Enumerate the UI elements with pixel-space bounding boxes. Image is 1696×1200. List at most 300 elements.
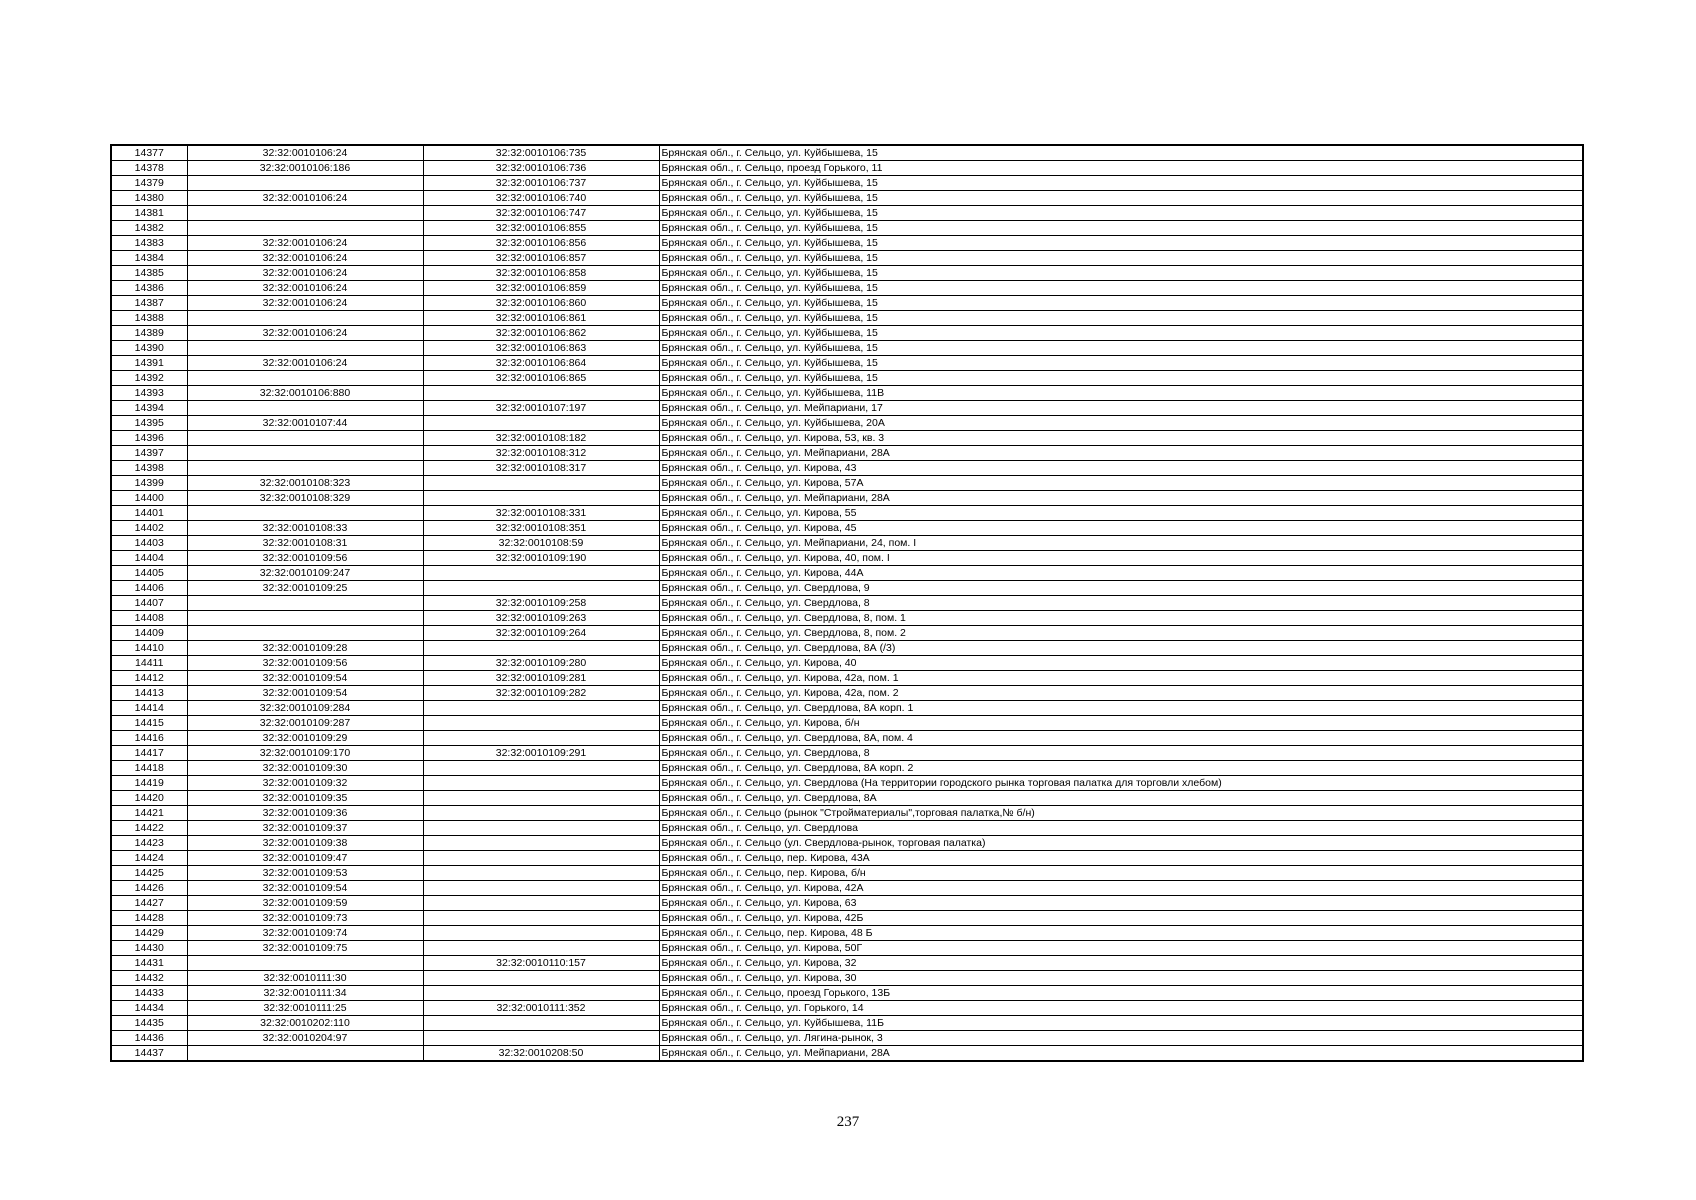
address-cell: Брянская обл., г. Сельцо, ул. Мейпариани, 24, пом. I (659, 536, 1583, 551)
cadastral-object-cell: 32:32:0010106:864 (423, 356, 659, 371)
table-row (111, 851, 1583, 866)
row-number-cell: 14416 (111, 731, 187, 746)
cadastral-object-cell: 32:32:0010106:863 (423, 341, 659, 356)
cadastral-object-cell: 32:32:0010106:747 (423, 206, 659, 221)
cadastral-land-cell: 32:32:0010111:25 (187, 1001, 423, 1016)
table-row (111, 716, 1583, 731)
cadastral-object-cell (423, 1016, 659, 1031)
row-number-cell: 14425 (111, 866, 187, 881)
row-number-cell: 14402 (111, 521, 187, 536)
address-cell: Брянская обл., г. Сельцо, проезд Горького, 13Б (659, 986, 1583, 1001)
row-number-cell: 14434 (111, 1001, 187, 1016)
row-number-cell: 14394 (111, 401, 187, 416)
cadastral-land-cell: 32:32:0010109:32 (187, 776, 423, 791)
cadastral-land-cell: 32:32:0010111:34 (187, 986, 423, 1001)
cadastral-land-cell: 32:32:0010109:53 (187, 866, 423, 881)
row-number-cell: 14404 (111, 551, 187, 566)
address-cell: Брянская обл., г. Сельцо, ул. Свердлова, 9 (659, 581, 1583, 596)
address-cell: Брянская обл., г. Сельцо, ул. Куйбышева, 15 (659, 341, 1583, 356)
row-number-cell: 14387 (111, 296, 187, 311)
table-row (111, 641, 1583, 656)
cadastral-land-cell: 32:32:0010106:24 (187, 296, 423, 311)
cadastral-land-cell: 32:32:0010106:24 (187, 326, 423, 341)
cadastral-object-cell (423, 641, 659, 656)
table-row (111, 491, 1583, 506)
table-row (111, 866, 1583, 881)
row-number-cell: 14436 (111, 1031, 187, 1046)
table-row (111, 1046, 1583, 1062)
address-cell: Брянская обл., г. Сельцо, ул. Кирова, 40, пом. I (659, 551, 1583, 566)
table-row (111, 221, 1583, 236)
cadastral-object-cell (423, 776, 659, 791)
cadastral-object-cell: 32:32:0010109:291 (423, 746, 659, 761)
cadastral-land-cell: 32:32:0010109:30 (187, 761, 423, 776)
row-number-cell: 14435 (111, 1016, 187, 1031)
cadastral-land-cell: 32:32:0010109:59 (187, 896, 423, 911)
cadastral-object-cell: 32:32:0010108:312 (423, 446, 659, 461)
address-cell: Брянская обл., г. Сельцо, ул. Куйбышева, 11Б (659, 1016, 1583, 1031)
address-cell: Брянская обл., г. Сельцо, ул. Куйбышева, 11В (659, 386, 1583, 401)
table-row (111, 476, 1583, 491)
cadastral-land-cell (187, 431, 423, 446)
cadastral-land-cell (187, 221, 423, 236)
cadastral-object-cell (423, 701, 659, 716)
table-row (111, 761, 1583, 776)
address-cell: Брянская обл., г. Сельцо, ул. Кирова, 43 (659, 461, 1583, 476)
page-number: 237 (836, 1114, 860, 1130)
row-number-cell: 14411 (111, 656, 187, 671)
address-cell: Брянская обл., г. Сельцо, ул. Кирова, 55 (659, 506, 1583, 521)
cadastral-object-cell (423, 491, 659, 506)
cadastral-land-cell: 32:32:0010109:287 (187, 716, 423, 731)
cadastral-object-cell (423, 566, 659, 581)
cadastral-object-cell: 32:32:0010106:855 (423, 221, 659, 236)
address-cell: Брянская обл., г. Сельцо, пер. Кирова, б/н (659, 866, 1583, 881)
cadastral-object-cell: 32:32:0010107:197 (423, 401, 659, 416)
table-row (111, 326, 1583, 341)
table-row (111, 731, 1583, 746)
table-row (111, 191, 1583, 206)
cadastral-land-cell: 32:32:0010108:33 (187, 521, 423, 536)
address-cell: Брянская обл., г. Сельцо, ул. Свердлова, 8А (659, 791, 1583, 806)
address-cell: Брянская обл., г. Сельцо, ул. Кирова, 63 (659, 896, 1583, 911)
table-row (111, 1031, 1583, 1046)
row-number-cell: 14412 (111, 671, 187, 686)
cadastral-land-cell: 32:32:0010109:35 (187, 791, 423, 806)
table-row (111, 626, 1583, 641)
address-cell: Брянская обл., г. Сельцо, пер. Кирова, 48 Б (659, 926, 1583, 941)
table-row (111, 401, 1583, 416)
address-cell: Брянская обл., г. Сельцо, ул. Кирова, 30 (659, 971, 1583, 986)
row-number-cell: 14406 (111, 581, 187, 596)
cadastral-object-cell: 32:32:0010108:59 (423, 536, 659, 551)
address-cell: Брянская обл., г. Сельцо, ул. Куйбышева, 15 (659, 311, 1583, 326)
address-cell: Брянская обл., г. Сельцо, ул. Свердлова, 8 (659, 596, 1583, 611)
row-number-cell: 14381 (111, 206, 187, 221)
cadastral-land-cell (187, 176, 423, 191)
row-number-cell: 14414 (111, 701, 187, 716)
address-cell: Брянская обл., г. Сельцо, ул. Кирова, 50Г (659, 941, 1583, 956)
cadastral-land-cell: 32:32:0010109:25 (187, 581, 423, 596)
table-row (111, 896, 1583, 911)
address-cell: Брянская обл., г. Сельцо, ул. Лягина-рынок, 3 (659, 1031, 1583, 1046)
table-row (111, 881, 1583, 896)
cadastral-land-cell (187, 626, 423, 641)
cadastral-object-cell: 32:32:0010106:859 (423, 281, 659, 296)
data-table-body (111, 145, 1583, 1061)
cadastral-land-cell: 32:32:0010109:74 (187, 926, 423, 941)
cadastral-object-cell: 32:32:0010109:282 (423, 686, 659, 701)
cadastral-land-cell: 32:32:0010106:24 (187, 266, 423, 281)
address-cell: Брянская обл., г. Сельцо, ул. Кирова, 42а, пом. 2 (659, 686, 1583, 701)
row-number-cell: 14403 (111, 536, 187, 551)
cadastral-land-cell (187, 401, 423, 416)
cadastral-object-cell (423, 791, 659, 806)
row-number-cell: 14392 (111, 371, 187, 386)
cadastral-object-cell: 32:32:0010109:280 (423, 656, 659, 671)
address-cell: Брянская обл., г. Сельцо, ул. Куйбышева, 15 (659, 236, 1583, 251)
table-row (111, 521, 1583, 536)
row-number-cell: 14407 (111, 596, 187, 611)
row-number-cell: 14421 (111, 806, 187, 821)
address-cell: Брянская обл., г. Сельцо, ул. Куйбышева, 15 (659, 371, 1583, 386)
table-row (111, 145, 1583, 161)
table-row (111, 296, 1583, 311)
cadastral-object-cell (423, 416, 659, 431)
row-number-cell: 14431 (111, 956, 187, 971)
cadastral-land-cell: 32:32:0010107:44 (187, 416, 423, 431)
cadastral-land-cell: 32:32:0010109:47 (187, 851, 423, 866)
table-row (111, 971, 1583, 986)
table-row (111, 671, 1583, 686)
cadastral-object-cell (423, 851, 659, 866)
address-cell: Брянская обл., г. Сельцо, ул. Куйбышева, 15 (659, 206, 1583, 221)
address-cell: Брянская обл., г. Сельцо, ул. Куйбышева, 15 (659, 176, 1583, 191)
cadastral-land-cell: 32:32:0010109:73 (187, 911, 423, 926)
cadastral-land-cell (187, 596, 423, 611)
cadastral-land-cell (187, 206, 423, 221)
cadastral-land-cell (187, 1046, 423, 1062)
cadastral-object-cell (423, 476, 659, 491)
cadastral-land-cell: 32:32:0010109:29 (187, 731, 423, 746)
cadastral-object-cell (423, 1031, 659, 1046)
address-cell: Брянская обл., г. Сельцо, ул. Куйбышева, 15 (659, 191, 1583, 206)
row-number-cell: 14420 (111, 791, 187, 806)
cadastral-object-cell: 32:32:0010108:331 (423, 506, 659, 521)
table-row (111, 836, 1583, 851)
row-number-cell: 14383 (111, 236, 187, 251)
cadastral-object-cell (423, 731, 659, 746)
cadastral-land-cell: 32:32:0010109:54 (187, 881, 423, 896)
row-number-cell: 14433 (111, 986, 187, 1001)
address-cell: Брянская обл., г. Сельцо, ул. Куйбышева, 15 (659, 296, 1583, 311)
address-cell: Брянская обл., г. Сельцо, ул. Мейпариани, 28А (659, 491, 1583, 506)
table-row (111, 311, 1583, 326)
table-row (111, 551, 1583, 566)
cadastral-land-cell (187, 461, 423, 476)
table-row (111, 1016, 1583, 1031)
table-row (111, 791, 1583, 806)
row-number-cell: 14432 (111, 971, 187, 986)
cadastral-land-cell: 32:32:0010109:284 (187, 701, 423, 716)
row-number-cell: 14424 (111, 851, 187, 866)
cadastral-object-cell (423, 386, 659, 401)
address-cell: Брянская обл., г. Сельцо, ул. Свердлова (659, 821, 1583, 836)
table-row (111, 596, 1583, 611)
cadastral-land-cell: 32:32:0010204:97 (187, 1031, 423, 1046)
address-cell: Брянская обл., г. Сельцо, ул. Куйбышева, 15 (659, 221, 1583, 236)
cadastral-object-cell (423, 716, 659, 731)
cadastral-object-cell: 32:32:0010106:737 (423, 176, 659, 191)
cadastral-object-cell: 32:32:0010109:281 (423, 671, 659, 686)
cadastral-object-cell (423, 896, 659, 911)
address-cell: Брянская обл., г. Сельцо, ул. Кирова, 53, кв. 3 (659, 431, 1583, 446)
cadastral-land-cell: 32:32:0010108:31 (187, 536, 423, 551)
table-row (111, 461, 1583, 476)
cadastral-land-cell (187, 371, 423, 386)
table-row (111, 416, 1583, 431)
address-cell: Брянская обл., г. Сельцо, ул. Куйбышева, 15 (659, 281, 1583, 296)
table-row (111, 611, 1583, 626)
row-number-cell: 14386 (111, 281, 187, 296)
row-number-cell: 14396 (111, 431, 187, 446)
cadastral-object-cell: 32:32:0010109:190 (423, 551, 659, 566)
row-number-cell: 14379 (111, 176, 187, 191)
table-row (111, 686, 1583, 701)
cadastral-object-cell: 32:32:0010109:264 (423, 626, 659, 641)
address-cell: Брянская обл., г. Сельцо, пер. Кирова, 43А (659, 851, 1583, 866)
table-row (111, 176, 1583, 191)
cadastral-object-cell: 32:32:0010109:263 (423, 611, 659, 626)
cadastral-object-cell (423, 866, 659, 881)
cadastral-object-cell: 32:32:0010108:351 (423, 521, 659, 536)
cadastral-land-cell: 32:32:0010106:880 (187, 386, 423, 401)
cadastral-land-cell: 32:32:0010109:54 (187, 686, 423, 701)
address-cell: Брянская обл., г. Сельцо, ул. Куйбышева, 20А (659, 416, 1583, 431)
row-number-cell: 14405 (111, 566, 187, 581)
row-number-cell: 14415 (111, 716, 187, 731)
table-row (111, 941, 1583, 956)
data-table (110, 144, 1584, 1062)
cadastral-object-cell (423, 911, 659, 926)
row-number-cell: 14395 (111, 416, 187, 431)
cadastral-land-cell (187, 311, 423, 326)
row-number-cell: 14380 (111, 191, 187, 206)
address-cell: Брянская обл., г. Сельцо, ул. Кирова, 45 (659, 521, 1583, 536)
cadastral-land-cell: 32:32:0010109:28 (187, 641, 423, 656)
address-cell: Брянская обл., г. Сельцо, ул. Куйбышева, 15 (659, 326, 1583, 341)
cadastral-land-cell: 32:32:0010109:38 (187, 836, 423, 851)
table-row (111, 341, 1583, 356)
table-row (111, 806, 1583, 821)
table-row (111, 701, 1583, 716)
table-row (111, 206, 1583, 221)
cadastral-object-cell (423, 971, 659, 986)
address-cell: Брянская обл., г. Сельцо, ул. Кирова, 42А (659, 881, 1583, 896)
row-number-cell: 14393 (111, 386, 187, 401)
address-cell: Брянская обл., г. Сельцо, ул. Свердлова, 8, пом. 2 (659, 626, 1583, 641)
cadastral-land-cell: 32:32:0010106:24 (187, 251, 423, 266)
address-cell: Брянская обл., г. Сельцо, ул. Кирова, 57А (659, 476, 1583, 491)
cadastral-object-cell: 32:32:0010106:740 (423, 191, 659, 206)
address-cell: Брянская обл., г. Сельцо, ул. Свердлова, 8 (659, 746, 1583, 761)
table-row (111, 266, 1583, 281)
address-cell: Брянская обл., г. Сельцо, ул. Горького, 14 (659, 1001, 1583, 1016)
cadastral-land-cell (187, 446, 423, 461)
table-row (111, 536, 1583, 551)
row-number-cell: 14398 (111, 461, 187, 476)
row-number-cell: 14388 (111, 311, 187, 326)
table-row (111, 581, 1583, 596)
row-number-cell: 14437 (111, 1046, 187, 1062)
row-number-cell: 14419 (111, 776, 187, 791)
row-number-cell: 14408 (111, 611, 187, 626)
address-cell: Брянская обл., г. Сельцо, ул. Кирова, 42а, пом. 1 (659, 671, 1583, 686)
address-cell: Брянская обл., г. Сельцо, ул. Мейпариани, 28А (659, 446, 1583, 461)
address-cell: Брянская обл., г. Сельцо, ул. Свердлова, 8А, пом. 4 (659, 731, 1583, 746)
address-cell: Брянская обл., г. Сельцо, ул. Свердлова, 8А корп. 1 (659, 701, 1583, 716)
cadastral-object-cell (423, 581, 659, 596)
table-row (111, 506, 1583, 521)
row-number-cell: 14389 (111, 326, 187, 341)
table-row (111, 821, 1583, 836)
cadastral-land-cell: 32:32:0010109:75 (187, 941, 423, 956)
cadastral-land-cell: 32:32:0010109:54 (187, 671, 423, 686)
cadastral-land-cell: 32:32:0010108:323 (187, 476, 423, 491)
table-row (111, 431, 1583, 446)
address-cell: Брянская обл., г. Сельцо, ул. Куйбышева, 15 (659, 251, 1583, 266)
row-number-cell: 14429 (111, 926, 187, 941)
address-cell: Брянская обл., г. Сельцо, ул. Свердлова, 8, пом. 1 (659, 611, 1583, 626)
row-number-cell: 14382 (111, 221, 187, 236)
table-row (111, 926, 1583, 941)
cadastral-object-cell: 32:32:0010106:860 (423, 296, 659, 311)
row-number-cell: 14400 (111, 491, 187, 506)
cadastral-land-cell: 32:32:0010109:247 (187, 566, 423, 581)
cadastral-land-cell: 32:32:0010109:170 (187, 746, 423, 761)
cadastral-object-cell: 32:32:0010106:861 (423, 311, 659, 326)
row-number-cell: 14422 (111, 821, 187, 836)
table-row (111, 446, 1583, 461)
table-row (111, 371, 1583, 386)
row-number-cell: 14427 (111, 896, 187, 911)
address-cell: Брянская обл., г. Сельцо, ул. Свердлова, 8А корп. 2 (659, 761, 1583, 776)
table-row (111, 986, 1583, 1001)
cadastral-object-cell: 32:32:0010108:317 (423, 461, 659, 476)
cadastral-object-cell: 32:32:0010106:857 (423, 251, 659, 266)
table-row (111, 956, 1583, 971)
table-row (111, 386, 1583, 401)
cadastral-object-cell (423, 821, 659, 836)
row-number-cell: 14413 (111, 686, 187, 701)
address-cell: Брянская обл., г. Сельцо, ул. Свердлова (На территории городского рынка торговая палатка для торговли хлебом) (659, 776, 1583, 791)
address-cell: Брянская обл., г. Сельцо, ул. Мейпариани, 17 (659, 401, 1583, 416)
cadastral-object-cell (423, 986, 659, 1001)
row-number-cell: 14385 (111, 266, 187, 281)
cadastral-land-cell: 32:32:0010111:30 (187, 971, 423, 986)
row-number-cell: 14426 (111, 881, 187, 896)
cadastral-object-cell: 32:32:0010106:735 (423, 145, 659, 161)
row-number-cell: 14397 (111, 446, 187, 461)
address-cell: Брянская обл., г. Сельцо, ул. Кирова, б/н (659, 716, 1583, 731)
cadastral-land-cell: 32:32:0010202:110 (187, 1016, 423, 1031)
cadastral-land-cell (187, 506, 423, 521)
cadastral-land-cell: 32:32:0010106:186 (187, 161, 423, 176)
address-cell: Брянская обл., г. Сельцо, ул. Куйбышева, 15 (659, 145, 1583, 161)
table-row (111, 656, 1583, 671)
cadastral-object-cell (423, 926, 659, 941)
row-number-cell: 14401 (111, 506, 187, 521)
row-number-cell: 14430 (111, 941, 187, 956)
address-cell: Брянская обл., г. Сельцо, ул. Свердлова, 8А (/3) (659, 641, 1583, 656)
row-number-cell: 14410 (111, 641, 187, 656)
table-row (111, 1001, 1583, 1016)
row-number-cell: 14417 (111, 746, 187, 761)
cadastral-object-cell (423, 836, 659, 851)
table-row (111, 566, 1583, 581)
table-row (111, 746, 1583, 761)
cadastral-land-cell: 32:32:0010106:24 (187, 236, 423, 251)
cadastral-land-cell: 32:32:0010109:36 (187, 806, 423, 821)
table-row (111, 911, 1583, 926)
table-row (111, 236, 1583, 251)
cadastral-land-cell: 32:32:0010106:24 (187, 191, 423, 206)
row-number-cell: 14428 (111, 911, 187, 926)
address-cell: Брянская обл., г. Сельцо (ул. Свердлова-рынок, торговая палатка) (659, 836, 1583, 851)
cadastral-land-cell (187, 956, 423, 971)
cadastral-object-cell: 32:32:0010106:856 (423, 236, 659, 251)
address-cell: Брянская обл., г. Сельцо, ул. Мейпариани, 28А (659, 1046, 1583, 1062)
address-cell: Брянская обл., г. Сельцо (рынок "Стройматериалы",торговая палатка,№ б/н) (659, 806, 1583, 821)
row-number-cell: 14418 (111, 761, 187, 776)
cadastral-object-cell: 32:32:0010106:858 (423, 266, 659, 281)
cadastral-object-cell: 32:32:0010110:157 (423, 956, 659, 971)
cadastral-land-cell: 32:32:0010109:56 (187, 551, 423, 566)
address-cell: Брянская обл., г. Сельцо, ул. Куйбышева, 15 (659, 266, 1583, 281)
cadastral-land-cell: 32:32:0010106:24 (187, 281, 423, 296)
address-cell: Брянская обл., г. Сельцо, ул. Кирова, 32 (659, 956, 1583, 971)
cadastral-land-cell (187, 341, 423, 356)
cadastral-object-cell: 32:32:0010106:736 (423, 161, 659, 176)
row-number-cell: 14399 (111, 476, 187, 491)
row-number-cell: 14409 (111, 626, 187, 641)
cadastral-land-cell: 32:32:0010106:24 (187, 145, 423, 161)
address-cell: Брянская обл., г. Сельцо, проезд Горького, 11 (659, 161, 1583, 176)
address-cell: Брянская обл., г. Сельцо, ул. Кирова, 44А (659, 566, 1583, 581)
address-cell: Брянская обл., г. Сельцо, ул. Кирова, 40 (659, 656, 1583, 671)
cadastral-object-cell (423, 881, 659, 896)
address-cell: Брянская обл., г. Сельцо, ул. Кирова, 42Б (659, 911, 1583, 926)
cadastral-object-cell (423, 941, 659, 956)
cadastral-land-cell: 32:32:0010108:329 (187, 491, 423, 506)
cadastral-land-cell: 32:32:0010109:56 (187, 656, 423, 671)
address-cell: Брянская обл., г. Сельцо, ул. Куйбышева, 15 (659, 356, 1583, 371)
cadastral-object-cell (423, 761, 659, 776)
row-number-cell: 14384 (111, 251, 187, 266)
cadastral-object-cell: 32:32:0010109:258 (423, 596, 659, 611)
table-row (111, 356, 1583, 371)
cadastral-object-cell: 32:32:0010106:862 (423, 326, 659, 341)
cadastral-object-cell: 32:32:0010106:865 (423, 371, 659, 386)
cadastral-object-cell: 32:32:0010208:50 (423, 1046, 659, 1062)
table-row (111, 776, 1583, 791)
cadastral-land-cell: 32:32:0010109:37 (187, 821, 423, 836)
table-row (111, 251, 1583, 266)
cadastral-land-cell: 32:32:0010106:24 (187, 356, 423, 371)
cadastral-object-cell (423, 806, 659, 821)
cadastral-land-cell (187, 611, 423, 626)
row-number-cell: 14377 (111, 145, 187, 161)
